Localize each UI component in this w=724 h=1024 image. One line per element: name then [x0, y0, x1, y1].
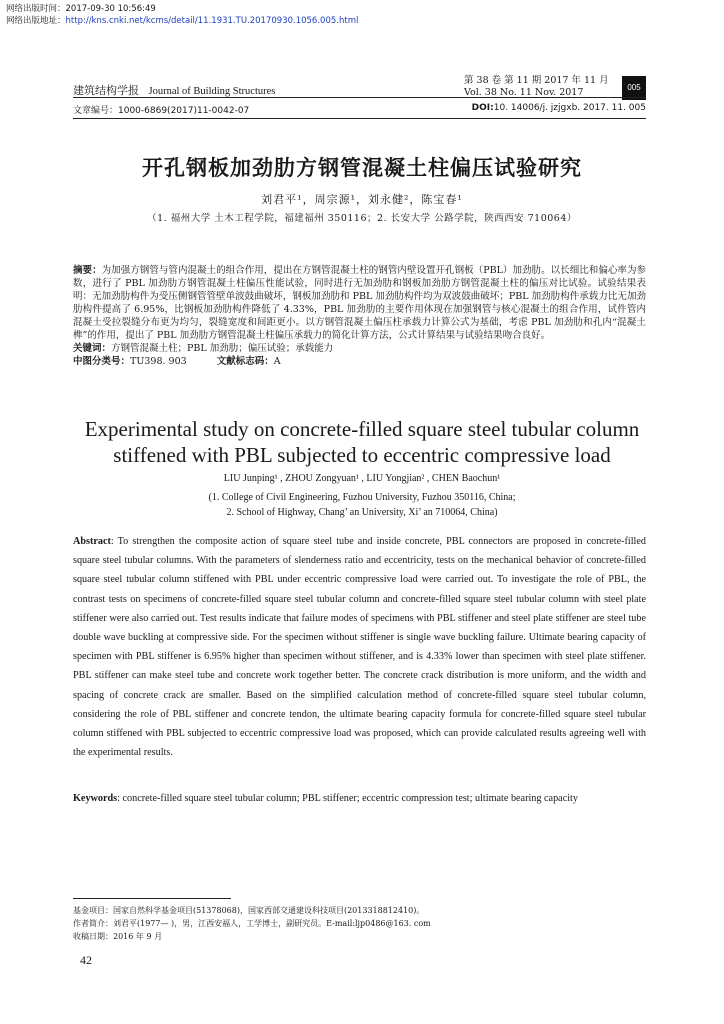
article-badge: 005: [622, 76, 646, 100]
header-rule: [73, 97, 646, 98]
doc-code-value: A: [273, 356, 281, 367]
cnki-addr-label: 网络出版地址：: [6, 16, 66, 26]
keywords-cn-label: 关键词：: [73, 343, 112, 354]
cnki-time-value: 2017-09-30 10:56:49: [65, 4, 156, 14]
footnote-fund: 基金项目：国家自然科学基金项目(51378068)，国家西部交通建设科技项目(2013318812410)。: [73, 906, 425, 915]
doi-label: DOI:: [471, 103, 494, 113]
cnki-time-label: 网络出版时间：: [6, 4, 66, 14]
keywords-en-label: Keywords: [73, 793, 118, 804]
clc-value: TU398. 903: [130, 356, 187, 367]
abstract-cn-label: 摘要：: [73, 265, 102, 276]
cnki-publish-time: [6, 3, 156, 15]
abstract-en: [73, 532, 646, 762]
abstract-cn-block: [73, 264, 646, 368]
footnote-author: 作者简介：刘君平(1977— )，男，江西安福人，工学博士，副研究员。E-mail:ljp0486@163. com: [73, 919, 431, 928]
issue-info: [464, 75, 609, 99]
clc-label: 中图分类号：: [73, 356, 131, 367]
abstract-en-label: Abstract: [73, 536, 111, 547]
authors-cn: 刘君平¹，周宗源¹，刘永健²，陈宝春¹: [261, 193, 463, 206]
cnki-addr-link[interactable]: http://kns.cnki.net/kcms/detail/11.1931.TU.20170930.1056.005.html: [65, 16, 359, 26]
cnki-publish-address: [6, 15, 358, 27]
doi-value: 10. 14006/j. jzjgxb. 2017. 11. 005: [493, 103, 646, 113]
journal-name: [73, 82, 275, 98]
keywords-cn-text: 方钢管混凝土柱；PBL 加劲肋；偏压试验；承载能力: [111, 343, 334, 354]
doi: [472, 103, 646, 113]
issue-info-cn: 第 38 卷 第 11 期 2017 年 11 月: [464, 75, 609, 86]
footnote-rule: [73, 898, 231, 899]
journal-name-en: Journal of Building Structures: [148, 86, 276, 97]
title-en-line1: Experimental study on concrete-filled square steel tubular column: [84, 417, 640, 441]
footnote-received: 收稿日期：2016 年 9 月: [73, 932, 163, 941]
keywords-en-text: : concrete-filled square steel tubular column; PBL stiffener; eccentric compression test; ultimate bearing capacity: [117, 793, 578, 804]
affiliation-en-1: (1. College of Civil Engineering, Fuzhou University, Fuzhou 350116, China;: [208, 492, 516, 503]
affiliations-cn: （1. 福州大学 土木工程学院，福建福州 350116；2. 长安大学 公路学院，陕西西安 710064）: [147, 213, 577, 224]
article-number: 文章编号：1000-6869(2017)11-0042-07: [73, 106, 250, 116]
abstract-en-text: : To strengthen the composite action of square steel tube and inside concrete, PBL connectors are proposed in concrete-filled square steel tubular columns. With the parameters of slenderness ratio and eccentricity, tests on the mechanical behavior of concrete-filled square steel tubular column stiffened with PBL under eccentric compressive load were carried out. To investigate the role of PBL, the contrast tests on specimens of concrete-filled square steel tubular column and concrete-filled square steel tubular column with steel plate stiffener were also carried out. Test results indicate that failure modes of specimens with PBL stiffener and steel plate stiffener are steel tube double wave buckling at compressive side. For the specimen without stiffener is single wave buckling failure. Ultimate bearing capacity of specimen with PBL stiffener is 6.95% higher than specimen without stiffener, and is 4.33% lower than specimen with steel plate stiffener. PBL stiffener can make steel tube and concrete work together better. The concrete crack distribution is more uniform, and the width and spacing of concrete crack are smaller. Based on the simplified calculation method of concrete-filled square steel tubular column, considering the role of PBL stiffener and concrete tendon, the ultimate bearing capacity formula for concrete-filled square steel tubular column stiffened with PBL subjected to eccentric compressive load was proposed, which can provide calculated results agreeing well with the experimental results.: [73, 536, 646, 759]
journal-name-cn: 建筑结构学报: [73, 84, 139, 97]
title-cn: 开孔钢板加劲肋方钢管混凝土柱偏压试验研究: [142, 156, 582, 180]
authors-en: LIU Junping¹ , ZHOU Zongyuan¹ , LIU Yongjian² , CHEN Baochun¹: [223, 473, 501, 484]
abstract-cn: [73, 264, 646, 342]
title-en-line2: stiffened with PBL subjected to eccentric compressive load: [113, 443, 611, 467]
meta-rule: [73, 118, 646, 119]
page-number: 42: [80, 953, 92, 967]
abstract-cn-text: 为加强方钢管与管内混凝土的组合作用，提出在方钢管混凝土柱的钢管内壁设置开孔钢板（PBL）加劲肋。以长细比和偏心率为参数，进行了 PBL 加劲肋方钢管混凝土柱偏压性能试验，同时进行无加劲肋和钢板加劲肋方钢管混凝土柱的偏压对比试验。试验结果表明：无加劲肋构件为受压侧钢管管壁单波鼓曲破坏，钢板加劲肋和 PBL 加劲肋构件均为双波鼓曲破坏；PBL 加劲肋构件承载力比无加劲肋构件提高了 6.95%，比钢板加劲肋构件降低了 4.33%，PBL 加劲肋的主要作用体现在加强钢管与核心混凝土的组合作用，试件管内混凝土受拉裂缝分布更为均匀，裂缝宽度和间距更小。以方钢管混凝土偏压柱承载力计算公式为基础，考虑 PBL 加劲肋和孔内“混凝土榫”的作用，提出了 PBL 加劲肋方钢管混凝土柱偏压承载力的简化计算方法，公式计算结果与试验结果吻合良好。: [73, 265, 646, 341]
title-en: [0, 416, 724, 468]
keywords-en: [73, 789, 646, 808]
classification-cn: [73, 355, 646, 368]
footnotes: [73, 904, 646, 943]
affiliations-en: [0, 490, 724, 520]
doc-code-label: 文献标志码：: [216, 356, 274, 367]
issue-info-en: Vol. 38 No. 11 Nov. 2017: [464, 87, 584, 98]
affiliation-en-2: 2. School of Highway, Chang’ an University, Xi’ an 710064, China): [226, 507, 498, 518]
keywords-cn: [73, 342, 646, 355]
